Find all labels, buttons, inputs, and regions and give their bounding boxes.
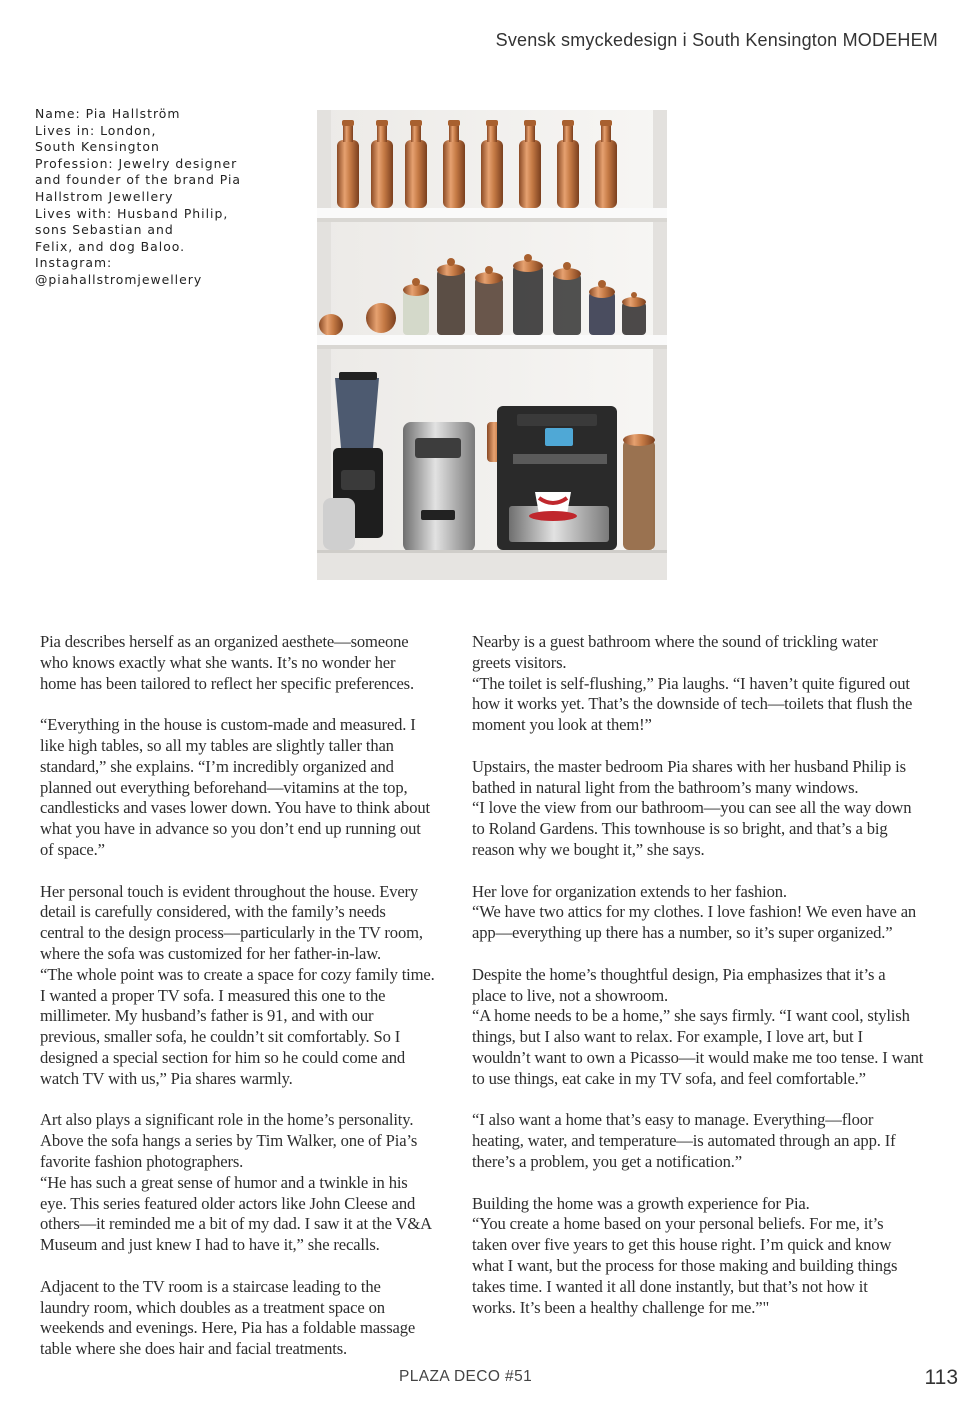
- profile-line: Lives in: London,: [35, 122, 157, 138]
- top-shelf: [317, 208, 667, 218]
- article-paragraph: “Everything in the house is custom-made and measured. I like high tables, so all my tables are slightly taller than standard,” she explains. “I’m incredibly organized and planned out everything beforehand—vitamins at the top, candlesticks and vases lower down. You have to think about what you have in advance so you don’t end up running out of space.”: [40, 715, 430, 859]
- article-paragraph: Nearby is a guest bathroom where the sound of trickling water greets visitors. “The toilet is self-flushing,” Pia laughs. “I haven’t quite figured out how it works yet. That’s the downside of tech—toilets that flush the moment you look at them!”: [472, 632, 913, 735]
- profile-box: [35, 106, 250, 289]
- article-paragraph: Building the home was a growth experience for Pia. “You create a home based on your personal beliefs. For me, it’s taken over five years to get this house right. I’m quick and know what I want, but the process for those making and building things takes time. I wanted it all done instantly, but that’s not how it works. It’s been a healthy challenge for me.”": [472, 1193, 898, 1317]
- profile-line: Hallstrom Jewellery: [35, 188, 174, 204]
- article-paragraph: Adjacent to the TV room is a staircase leading to the laundry room, which doubles as a treatment space on weekends and evenings. Here, Pia has a foldable massage table where she does hair and facial treatments.: [40, 1276, 416, 1359]
- countertop: [317, 550, 667, 580]
- profile-line: South Kensington: [35, 139, 160, 155]
- kitchen-shelves-illustration: [317, 110, 667, 580]
- magazine-issue: PLAZA DECO #51: [399, 1368, 533, 1385]
- article-paragraph: Upstairs, the master bedroom Pia shares with her husband Philip is bathed in natural light from the bathroom’s many windows. “I love the view from our bathroom—you can see all the way down to Roland Gardens. This townhouse is so bright, and that’s a big reason why we bought it,” she says.: [472, 756, 912, 859]
- middle-shelf: [317, 335, 667, 345]
- article-paragraph: “I also want a home that’s easy to manage. Everything—floor heating, water, and temperature—is automated through an app. If there’s a problem, you get a notification.”: [472, 1110, 896, 1171]
- article-paragraph: Art also plays a significant role in the home’s personality. Above the sofa hangs a series by Tim Walker, one of Pia’s favorite fashion photographers. “He has such a great sense of humor and a twinkle in his eye. This series featured older actors like John Cleese and others—it reminded me a bit of my dad. I saw it at the V&A Museum and just knew I had to have it,” she recalls.: [40, 1110, 432, 1255]
- profile-line: Name: Pia Hallström: [35, 106, 181, 121]
- left-article-column: [40, 632, 468, 1381]
- article-paragraph: Despite the home’s thoughtful design, Pia emphasizes that it’s a place to live, not a showroom. “A home needs to be a home,” she says firmly. “I want cool, stylish things, but I also want to relax. For example, I love art, but I wouldn’t want to own a Picasso—it would make me too tense. I want to use things, eat cake in my TV sofa, and feel comfortable.”: [472, 964, 924, 1088]
- profile-line: sons Sebastian and: [35, 222, 174, 238]
- profile-line: Profession: Jewelry designer: [35, 155, 238, 171]
- profile-line: Felix, and dog Baloo.: [35, 238, 186, 254]
- profile-line: @piahallstromjewellery: [35, 271, 203, 287]
- profile-line: Instagram:: [35, 255, 113, 271]
- profile-line: and founder of the brand Pia: [35, 172, 242, 188]
- article-paragraph: Her personal touch is evident throughout the house. Every detail is carefully considered, with the family’s needs central to the design process—particularly in the TV room, where the sofa was customized for her father-in-law. “The whole point was to create a space for cozy family time. I wanted a proper TV sofa. I measured this one to the millimeter. My husband’s father is 91, and with our previous, smaller sofa, he couldn’t sit comfortably. So I designed a special section for him so he could come and watch TV with us,” Pia shares warmly.: [40, 881, 435, 1088]
- page-number: 113: [924, 1366, 958, 1389]
- running-header: Svensk smyckedesign i South Kensington MODEHEM: [495, 30, 938, 50]
- article-paragraph: Pia describes herself as an organized aesthete—someone who knows exactly what she wants. It’s no wonder her home has been tailored to reflect her specific preferences.: [40, 632, 414, 693]
- right-article-column: [472, 632, 954, 1339]
- kitchen-shelves-photo: [317, 110, 667, 580]
- article-paragraph: Her love for organization extends to her fashion. “We have two attics for my clothes. I love fashion! We even have an app—everything up there has a number, so it’s super organized.”: [472, 881, 917, 943]
- profile-line: Lives with: Husband Philip,: [35, 205, 229, 221]
